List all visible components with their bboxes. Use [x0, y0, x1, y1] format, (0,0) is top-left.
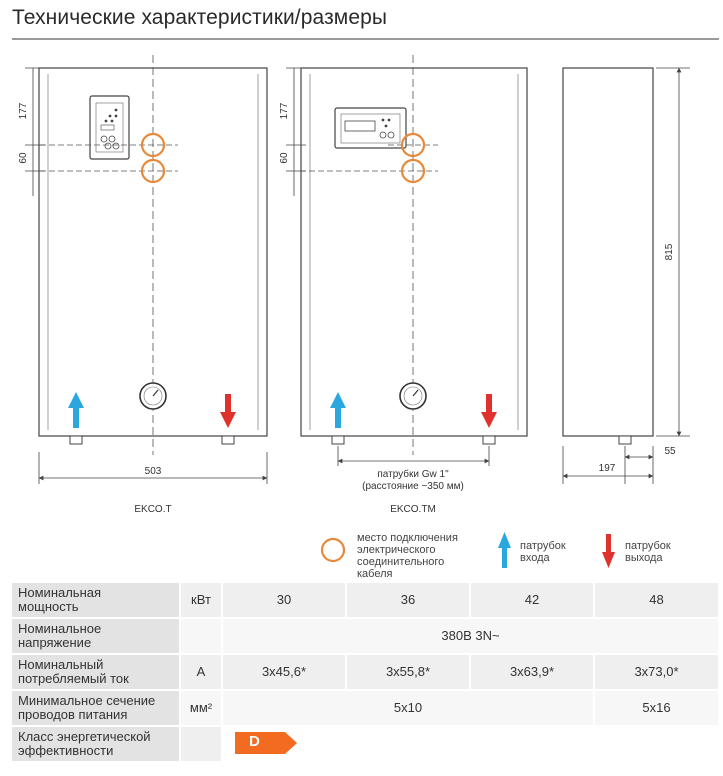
- control-panel-ekco-t: [90, 96, 129, 159]
- row-unit: мм²: [180, 690, 222, 726]
- table-row-voltage: [12, 618, 719, 654]
- boiler-ekco-tm-front: [300, 55, 527, 455]
- row-unit: кВт: [180, 583, 222, 618]
- voltage-value: 380В 3N~: [222, 618, 719, 654]
- control-panel-ekco-tm: [335, 108, 406, 148]
- row-label: Минимальное сечение проводов питания: [12, 690, 180, 726]
- dim-offset: 55: [664, 446, 676, 457]
- power-48: 48: [594, 583, 719, 618]
- legend-connection-icon: [322, 539, 344, 561]
- pressure-gauge-icon: [140, 383, 166, 409]
- legend-inlet-text: патрубок входа: [520, 540, 566, 564]
- model-label-ekco-t: EKCO.T: [134, 504, 172, 515]
- nozzle-note-line1: патрубки Gw 1": [377, 469, 449, 480]
- row-unit: A: [180, 654, 222, 690]
- legend-outlet-arrow-icon: [602, 534, 615, 568]
- row-unit: [180, 618, 222, 654]
- dim-gap-left: 60: [18, 152, 29, 164]
- model-label-ekco-tm: EKCO.TM: [390, 504, 436, 515]
- current-48: 3x73,0*: [594, 654, 719, 690]
- legend-inlet-arrow-icon: [498, 532, 511, 568]
- dimension-drawing: [0, 40, 723, 580]
- table-row-cable: [12, 690, 719, 726]
- power-36: 36: [346, 583, 470, 618]
- specs-table: [12, 583, 720, 763]
- dim-height: 815: [664, 243, 675, 261]
- pressure-gauge-icon: [400, 383, 426, 409]
- legend-outlet-text: патрубок выхода: [625, 540, 671, 564]
- efficiency-cell: [222, 726, 719, 762]
- boiler-side-view: [563, 68, 653, 444]
- legend-connection-text: место подключения электрического соединительного кабеля: [357, 532, 458, 580]
- table-row-efficiency: [12, 726, 719, 762]
- row-label: Номинальный потребляемый ток: [12, 654, 180, 690]
- power-42: 42: [470, 583, 594, 618]
- row-unit: [180, 726, 222, 762]
- nozzle-note-line2: (расстояние ~350 мм): [362, 481, 464, 492]
- row-label: Номинальная мощность: [12, 583, 180, 618]
- efficiency-badge: D: [235, 732, 297, 754]
- dim-depth: 197: [598, 463, 616, 474]
- current-42: 3x63,9*: [470, 654, 594, 690]
- dim-gap-center: 60: [279, 152, 290, 164]
- table-row-current: [12, 654, 719, 690]
- cable-value-b: 5x16: [594, 690, 719, 726]
- power-30: 30: [222, 583, 346, 618]
- page-title: Технические характеристики/размеры: [12, 6, 388, 29]
- row-label: Номинальное напряжение: [12, 618, 180, 654]
- current-30: 3x45,6*: [222, 654, 346, 690]
- boiler-ekco-t-front: [39, 55, 267, 455]
- row-label: Класс энергетической эффективности: [12, 726, 180, 762]
- table-row-power: [12, 583, 719, 618]
- dim-width: 503: [144, 466, 162, 477]
- cable-value-a: 5x10: [222, 690, 594, 726]
- current-36: 3x55,8*: [346, 654, 470, 690]
- dim-top-left: 177: [18, 102, 29, 120]
- dim-top-center: 177: [279, 102, 290, 120]
